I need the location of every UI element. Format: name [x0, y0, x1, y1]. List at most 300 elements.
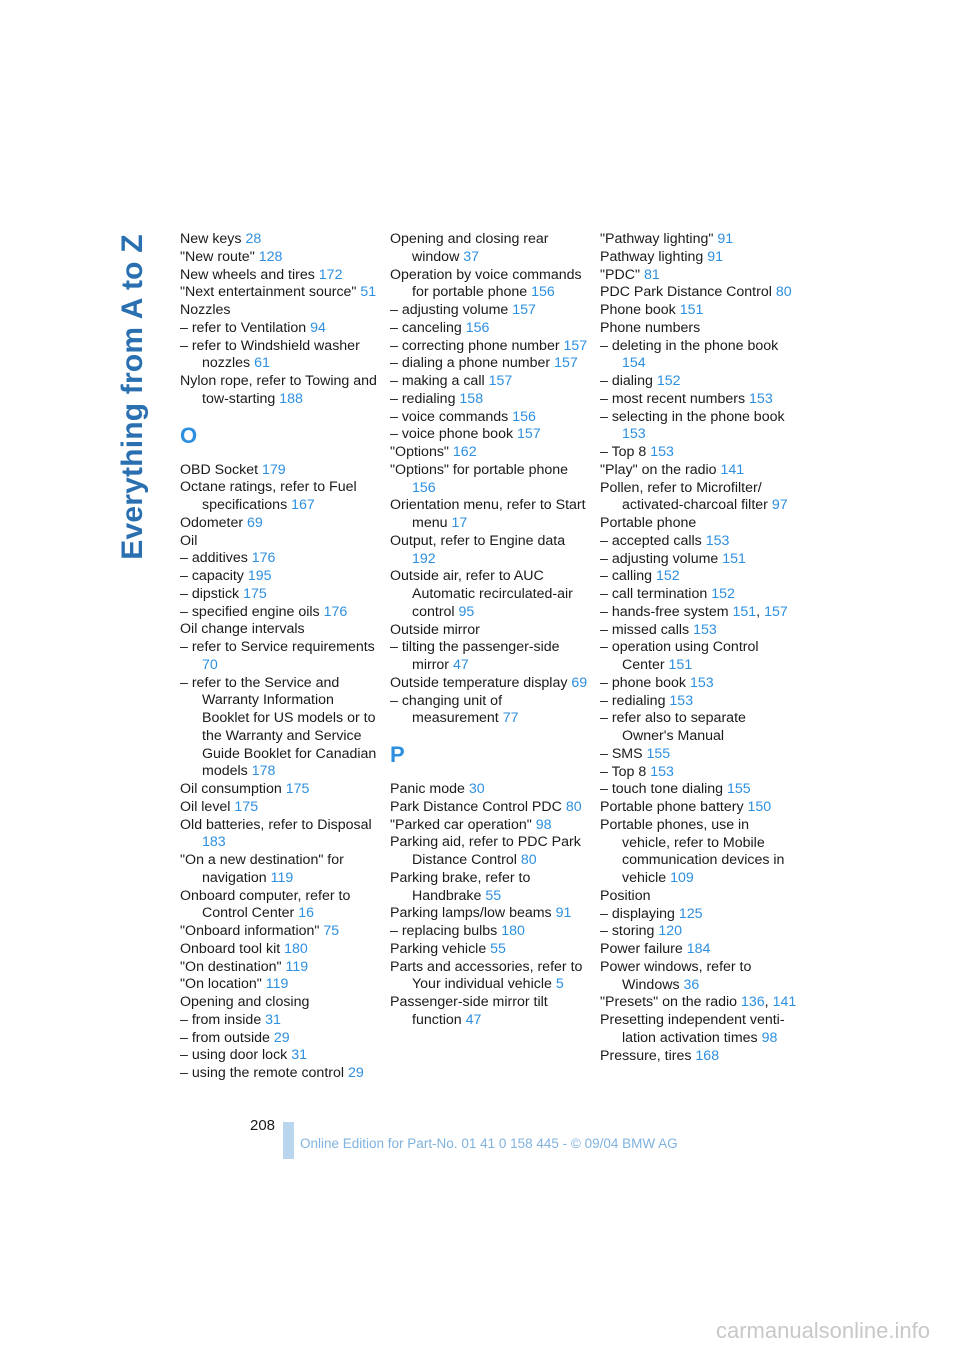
- page-link[interactable]: 98: [761, 1029, 778, 1046]
- index-term: – selecting in the phone book: [600, 408, 785, 425]
- index-term: – refer to the Service and Warranty Information Booklet for US models or to the Warranty and Service Guide Booklet for Canadian models: [180, 674, 377, 780]
- index-term: – correcting phone number: [390, 337, 560, 354]
- index-term: Parking vehicle: [390, 940, 487, 957]
- index-entry: [600, 373, 800, 391]
- index-entry: [180, 941, 380, 959]
- index-column-3: [600, 231, 800, 1065]
- index-term: New wheels and tires: [180, 266, 315, 283]
- index-term: Octane ratings, refer to Fuel specifications: [180, 479, 357, 513]
- index-entry: [390, 302, 590, 320]
- index-entry: [390, 267, 590, 303]
- page-ref-separator: ,: [756, 603, 761, 620]
- index-term: Opening and closing: [180, 994, 310, 1010]
- page-link[interactable]: 153: [693, 621, 717, 638]
- page-link[interactable]: 119: [270, 869, 294, 886]
- index-term: Opening and closing rear window: [390, 231, 549, 265]
- section-heading: O: [180, 422, 198, 448]
- index-term: New keys: [180, 231, 242, 247]
- page-link[interactable]: 153: [622, 426, 646, 443]
- index-entry: [600, 267, 800, 285]
- index-entry: [180, 586, 380, 604]
- page-link[interactable]: 176: [323, 603, 348, 620]
- page-link[interactable]: 91: [707, 248, 724, 265]
- index-entry: [180, 888, 380, 924]
- index-term: Outside temperature display: [390, 674, 568, 691]
- footer-bar: [283, 1122, 294, 1159]
- index-entry: [390, 905, 590, 923]
- index-entry: [390, 391, 590, 409]
- index-entry: [600, 959, 800, 995]
- index-entry: [600, 604, 800, 622]
- index-entry: [390, 568, 590, 621]
- page-link[interactable]: 30: [468, 781, 485, 797]
- index-entry: [180, 284, 380, 302]
- index-term: Orientation menu, refer to Start menu: [390, 497, 586, 531]
- index-term: Oil change intervals: [180, 621, 305, 638]
- index-entry: [180, 621, 380, 639]
- index-term: – voice commands: [390, 408, 509, 425]
- index-term: – dipstick: [180, 585, 240, 602]
- index-entry: [390, 231, 590, 267]
- page-link[interactable]: 153: [650, 763, 674, 780]
- index-term: – tilting the passenger-side mirror: [390, 639, 560, 673]
- index-entry: [180, 338, 380, 374]
- page-link[interactable]: 29: [273, 1029, 290, 1046]
- page-link[interactable]: 157: [517, 426, 541, 443]
- index-entry: [600, 320, 800, 338]
- page-link[interactable]: 158: [459, 390, 484, 407]
- index-term: Parking aid, refer to PDC Park Distance Control: [390, 834, 581, 868]
- page-link[interactable]: 29: [348, 1065, 364, 1081]
- index-term: Pollen, refer to Microfilter/ activated-charcoal filter: [600, 479, 768, 514]
- page-link[interactable]: 151: [679, 302, 704, 318]
- index-term: – Top 8: [600, 444, 647, 460]
- page-link[interactable]: 156: [531, 284, 555, 301]
- index-entry: [600, 462, 800, 480]
- index-term: – accepted calls: [600, 532, 702, 549]
- index-term: Park Distance Control PDC: [390, 798, 562, 815]
- page-link[interactable]: 180: [284, 940, 308, 957]
- index-term: Oil consumption: [180, 781, 282, 797]
- page-link[interactable]: 55: [485, 887, 502, 904]
- index-term: – from outside: [180, 1029, 270, 1046]
- index-term: Phone numbers: [600, 319, 701, 336]
- index-term: – specified engine oils: [180, 603, 320, 620]
- index-entry: [390, 693, 590, 729]
- index-entry: [390, 497, 590, 533]
- page-link[interactable]: 61: [254, 355, 270, 372]
- index-entry: [600, 941, 800, 959]
- index-entry: [600, 693, 800, 711]
- page-link[interactable]: 153: [650, 444, 674, 460]
- page-link[interactable]: 47: [465, 1011, 482, 1028]
- index-entry: [180, 462, 380, 480]
- index-entry: [390, 533, 590, 569]
- index-term: Portable phone battery: [600, 799, 744, 815]
- page-link[interactable]: 55: [490, 940, 506, 957]
- page-link[interactable]: 188: [279, 390, 303, 407]
- index-term: Onboard computer, refer to Control Center: [180, 887, 351, 922]
- index-entry: [180, 302, 380, 320]
- index-entry: [600, 444, 800, 462]
- index-entry: [180, 267, 380, 285]
- page-link[interactable]: 128: [258, 248, 283, 265]
- page-link[interactable]: 94: [310, 319, 326, 336]
- index-entry: [390, 941, 590, 959]
- index-term: – refer to Windshield washer nozzles: [180, 337, 360, 372]
- index-term: – using the remote control: [180, 1065, 345, 1081]
- index-entry: [600, 249, 800, 267]
- page-link[interactable]: 183: [202, 834, 226, 851]
- page-link[interactable]: 109: [670, 870, 694, 886]
- index-entry: [390, 994, 590, 1030]
- page-link[interactable]: 125: [678, 905, 703, 922]
- index-term: Panic mode: [390, 781, 465, 797]
- page-link[interactable]: 69: [571, 674, 588, 691]
- index-entry: [390, 355, 590, 373]
- index-entry: [390, 639, 590, 675]
- side-title-text: Everything from A to Z: [116, 234, 149, 560]
- page-link[interactable]: 167: [291, 497, 315, 513]
- index-term: Parts and accessories, refer to Your individual vehicle: [390, 958, 583, 993]
- index-term: Nylon rope, refer to Towing and tow-starting: [180, 373, 377, 407]
- index-entry: [600, 923, 800, 941]
- index-entry: [600, 551, 800, 569]
- index-term: – from inside: [180, 1011, 262, 1028]
- index-term: – making a call: [390, 373, 485, 389]
- index-term: Oil level: [180, 798, 231, 815]
- index-column-2: [390, 231, 590, 1030]
- page-link[interactable]: 151: [668, 657, 693, 673]
- index-term: Odometer: [180, 514, 244, 531]
- index-entry: [390, 426, 590, 444]
- index-term: – missed calls: [600, 621, 690, 638]
- index-entry: [180, 1065, 380, 1083]
- index-entry: [390, 923, 590, 941]
- index-entry: [600, 533, 800, 551]
- index-entry: [390, 444, 590, 462]
- index-entry: [390, 781, 590, 799]
- index-entry: [600, 568, 800, 586]
- index-term: – using door lock: [180, 1047, 288, 1064]
- index-term: Portable phone: [600, 515, 697, 531]
- index-term: Onboard tool kit: [180, 940, 281, 957]
- index-term: Outside mirror: [390, 621, 480, 638]
- page-link[interactable]: 31: [265, 1011, 281, 1028]
- index-term: "PDC": [600, 266, 641, 283]
- footer-text: Online Edition for Part-No. 01 41 0 158 445 - © 09/04 BMW AG: [300, 1136, 678, 1151]
- index-term: "On location": [180, 976, 262, 993]
- page-link[interactable]: 69: [247, 514, 263, 531]
- index-entry: [180, 515, 380, 533]
- index-term: "Parked car operation": [390, 816, 532, 833]
- page-link[interactable]: 51: [360, 284, 377, 301]
- page-link[interactable]: 175: [285, 781, 310, 797]
- page-link[interactable]: 153: [705, 532, 730, 549]
- index-entry: [180, 799, 380, 817]
- index-entry: [390, 462, 590, 498]
- page-link[interactable]: 157: [554, 355, 578, 372]
- page-link[interactable]: 80: [775, 284, 792, 301]
- page-link[interactable]: 98: [535, 816, 552, 833]
- index-term: – storing: [600, 923, 655, 940]
- index-entry: [600, 675, 800, 693]
- index-entry: [390, 675, 590, 693]
- page-link[interactable]: 152: [711, 586, 735, 602]
- index-term: "Presets" on the radio: [600, 994, 738, 1011]
- index-term: – deleting in the phone book: [600, 337, 779, 354]
- index-term: – canceling: [390, 319, 462, 336]
- index-entry: [390, 622, 590, 640]
- page-link[interactable]: 175: [243, 585, 267, 602]
- page-link[interactable]: 97: [771, 497, 788, 514]
- page-link[interactable]: 151: [722, 550, 746, 567]
- index-term: – displaying: [600, 905, 675, 922]
- index-entry: [600, 622, 800, 640]
- page-link[interactable]: 153: [669, 692, 694, 709]
- index-term: Phone book: [600, 302, 676, 318]
- index-entry: [180, 1030, 380, 1048]
- index-entry: [180, 373, 380, 409]
- index-term: – most recent numbers: [600, 390, 746, 407]
- index-term: – voice phone book: [390, 426, 514, 443]
- page-link[interactable]: 154: [622, 355, 646, 372]
- index-entry: [600, 302, 800, 320]
- index-term: – refer to Service requirements: [180, 639, 375, 655]
- index-entry: [180, 781, 380, 799]
- index-term: "New route": [180, 248, 255, 265]
- index-entry: [390, 338, 590, 356]
- index-entry: [600, 799, 800, 817]
- index-term: – dialing: [600, 373, 653, 389]
- index-term: – adjusting volume: [600, 550, 719, 567]
- index-entry: [390, 373, 590, 391]
- page-link[interactable]: 175: [234, 798, 259, 815]
- index-term: Nozzles: [180, 302, 231, 318]
- index-entry: [180, 852, 380, 888]
- index-entry: [600, 817, 800, 888]
- index-term: "Pathway lighting": [600, 231, 714, 247]
- index-term: – calling: [600, 568, 653, 585]
- index-term: Portable phones, use in vehicle, refer to Mobile communication devices in vehicle: [600, 816, 785, 886]
- index-term: – refer also to separate Owner's Manual: [600, 710, 746, 744]
- page-link[interactable]: 153: [689, 674, 714, 691]
- index-entry: [600, 480, 800, 516]
- page-link[interactable]: 156: [412, 479, 436, 496]
- index-term: – additives: [180, 550, 248, 567]
- page-link[interactable]: 17: [451, 515, 468, 531]
- index-term: Oil: [180, 532, 198, 549]
- index-term: – capacity: [180, 568, 244, 584]
- index-entry: [600, 639, 800, 675]
- index-term: – redialing: [600, 692, 666, 709]
- page-link[interactable]: 91: [717, 231, 734, 247]
- page-link[interactable]: 168: [695, 1047, 720, 1064]
- index-term: "Play" on the radio: [600, 461, 717, 478]
- page-link[interactable]: 153: [749, 390, 773, 407]
- page-link[interactable]: 155: [646, 745, 671, 762]
- index-term: Position: [600, 887, 651, 904]
- page-link[interactable]: 180: [501, 923, 525, 939]
- index-term: "Options": [390, 444, 449, 460]
- index-entry: [390, 409, 590, 427]
- index-entry: [600, 994, 800, 1012]
- index-entry: [600, 391, 800, 409]
- index-entry: [600, 746, 800, 764]
- index-term: "Next entertainment source": [180, 284, 357, 301]
- index-entry: [600, 1048, 800, 1066]
- page-link[interactable]: 81: [643, 266, 660, 283]
- page-link[interactable]: 77: [502, 710, 519, 727]
- page-link[interactable]: 95: [458, 603, 475, 620]
- index-entry: [600, 338, 800, 374]
- index-term: Operation by voice commands for portable phone: [390, 266, 582, 301]
- page-link[interactable]: 157: [512, 302, 536, 318]
- index-entry: [600, 231, 800, 249]
- index-term: – call termination: [600, 586, 708, 602]
- index-term: "On a new destination" for navigation: [180, 852, 344, 886]
- page-link[interactable]: 36: [683, 976, 700, 993]
- page-link[interactable]: 75: [323, 923, 340, 939]
- index-term: – phone book: [600, 674, 686, 691]
- page-link[interactable]: 156: [512, 408, 536, 425]
- page-link[interactable]: 156: [465, 319, 490, 336]
- page-link[interactable]: 150: [747, 799, 772, 815]
- index-entry: [600, 781, 800, 799]
- index-entry: [600, 409, 800, 445]
- index-entry: [180, 923, 380, 941]
- page-link[interactable]: 91: [555, 905, 572, 922]
- index-term: Outside air, refer to AUC Automatic recirculated-air control: [390, 568, 573, 620]
- page-link[interactable]: 70: [202, 656, 218, 673]
- page-link[interactable]: 120: [658, 923, 683, 940]
- index-term: "Options" for portable phone: [390, 461, 569, 478]
- watermark: carmanualsonline.info: [715, 1318, 930, 1343]
- index-entry: [180, 959, 380, 977]
- index-entry: [390, 870, 590, 906]
- page-link[interactable]: 47: [453, 657, 469, 673]
- side-title: [104, 232, 162, 562]
- page-ref-separator: ,: [764, 994, 769, 1011]
- index-entry: [180, 1012, 380, 1030]
- index-term: – replacing bulbs: [390, 923, 498, 939]
- index-entry: [180, 550, 380, 568]
- page-link[interactable]: 192: [412, 550, 436, 567]
- index-entry: [180, 639, 380, 675]
- index-entry: [180, 320, 380, 338]
- index-entry: [600, 515, 800, 533]
- index-entry: [180, 249, 380, 267]
- index-term: – redialing: [390, 390, 456, 407]
- index-entry: [600, 586, 800, 604]
- index-entry: [180, 604, 380, 622]
- page-link[interactable]: 152: [656, 373, 681, 389]
- page-link[interactable]: 184: [686, 941, 711, 957]
- index-term: – Top 8: [600, 763, 647, 780]
- page-link[interactable]: 136: [741, 994, 765, 1011]
- index-entry: [390, 799, 590, 817]
- page-link[interactable]: 37: [463, 248, 480, 265]
- index-entry: [600, 764, 800, 782]
- page-link[interactable]: 155: [727, 781, 751, 798]
- page-link[interactable]: 157: [563, 337, 588, 354]
- index-term: – touch tone dialing: [600, 781, 724, 798]
- page-link[interactable]: 31: [291, 1047, 307, 1064]
- index-entry: [390, 320, 590, 338]
- index-term: – adjusting volume: [390, 302, 509, 318]
- index-entry: [180, 675, 380, 782]
- page-link[interactable]: 178: [251, 763, 276, 780]
- index-term: Output, refer to Engine data: [390, 532, 566, 549]
- index-entry: [180, 976, 380, 994]
- index-entry: [600, 888, 800, 906]
- page-link[interactable]: 162: [452, 444, 477, 460]
- index-term: Pathway lighting: [600, 248, 704, 265]
- page-link[interactable]: 80: [565, 798, 582, 815]
- index-term: – changing unit of measurement: [390, 692, 503, 727]
- page-link[interactable]: 16: [298, 905, 314, 922]
- index-entry: [180, 994, 380, 1012]
- page-link[interactable]: 179: [262, 461, 286, 478]
- index-entry: [180, 817, 380, 853]
- index-entry: [600, 284, 800, 302]
- index-entry: [180, 568, 380, 586]
- page-link[interactable]: 80: [520, 852, 537, 868]
- index-term: Pressure, tires: [600, 1047, 692, 1064]
- index-term: – SMS: [600, 745, 643, 762]
- index-entry: [600, 1012, 800, 1048]
- section-heading: P: [390, 742, 405, 767]
- index-term: – dialing a phone number: [390, 355, 551, 372]
- page-link[interactable]: 152: [656, 568, 680, 585]
- page-link[interactable]: 176: [251, 550, 276, 567]
- page-link[interactable]: 28: [245, 231, 262, 247]
- page-link[interactable]: 141: [772, 994, 797, 1011]
- page-link[interactable]: 157: [764, 603, 788, 620]
- index-entry: [390, 817, 590, 835]
- index-term: Power windows, refer to Windows: [600, 958, 752, 993]
- index-entry: [390, 959, 590, 995]
- page-link[interactable]: 119: [285, 958, 309, 975]
- index-term: – operation using Control Center: [600, 639, 759, 673]
- index-term: "Onboard information": [180, 923, 320, 939]
- index-term: Old batteries, refer to Disposal: [180, 816, 372, 833]
- page-link[interactable]: 141: [720, 461, 745, 478]
- index-entry: [600, 710, 800, 746]
- page-link[interactable]: 5: [555, 976, 564, 993]
- index-entry: [180, 533, 380, 551]
- index-term: Presetting independent venti-lation activation times: [600, 1012, 785, 1046]
- index-entry: [180, 231, 380, 249]
- index-term: Parking brake, refer to Handbrake: [390, 869, 531, 904]
- page-number: 208: [250, 1117, 276, 1134]
- index-term: "On destination": [180, 958, 282, 975]
- page-link[interactable]: 157: [488, 373, 513, 389]
- index-term: PDC Park Distance Control: [600, 284, 772, 301]
- index-entry: [390, 834, 590, 870]
- index-term: OBD Socket: [180, 461, 259, 478]
- index-entry: [180, 1047, 380, 1065]
- index-term: Parking lamps/low beams: [390, 905, 552, 922]
- index-entry: [180, 479, 380, 515]
- index-term: Passenger-side mirror tilt function: [390, 994, 548, 1028]
- index-term: – refer to Ventilation: [180, 319, 307, 336]
- page-link[interactable]: 151: [732, 603, 757, 620]
- page-link[interactable]: 195: [247, 568, 272, 584]
- page-link[interactable]: 172: [318, 266, 343, 283]
- index-entry: [600, 906, 800, 924]
- page-link[interactable]: 119: [265, 976, 289, 993]
